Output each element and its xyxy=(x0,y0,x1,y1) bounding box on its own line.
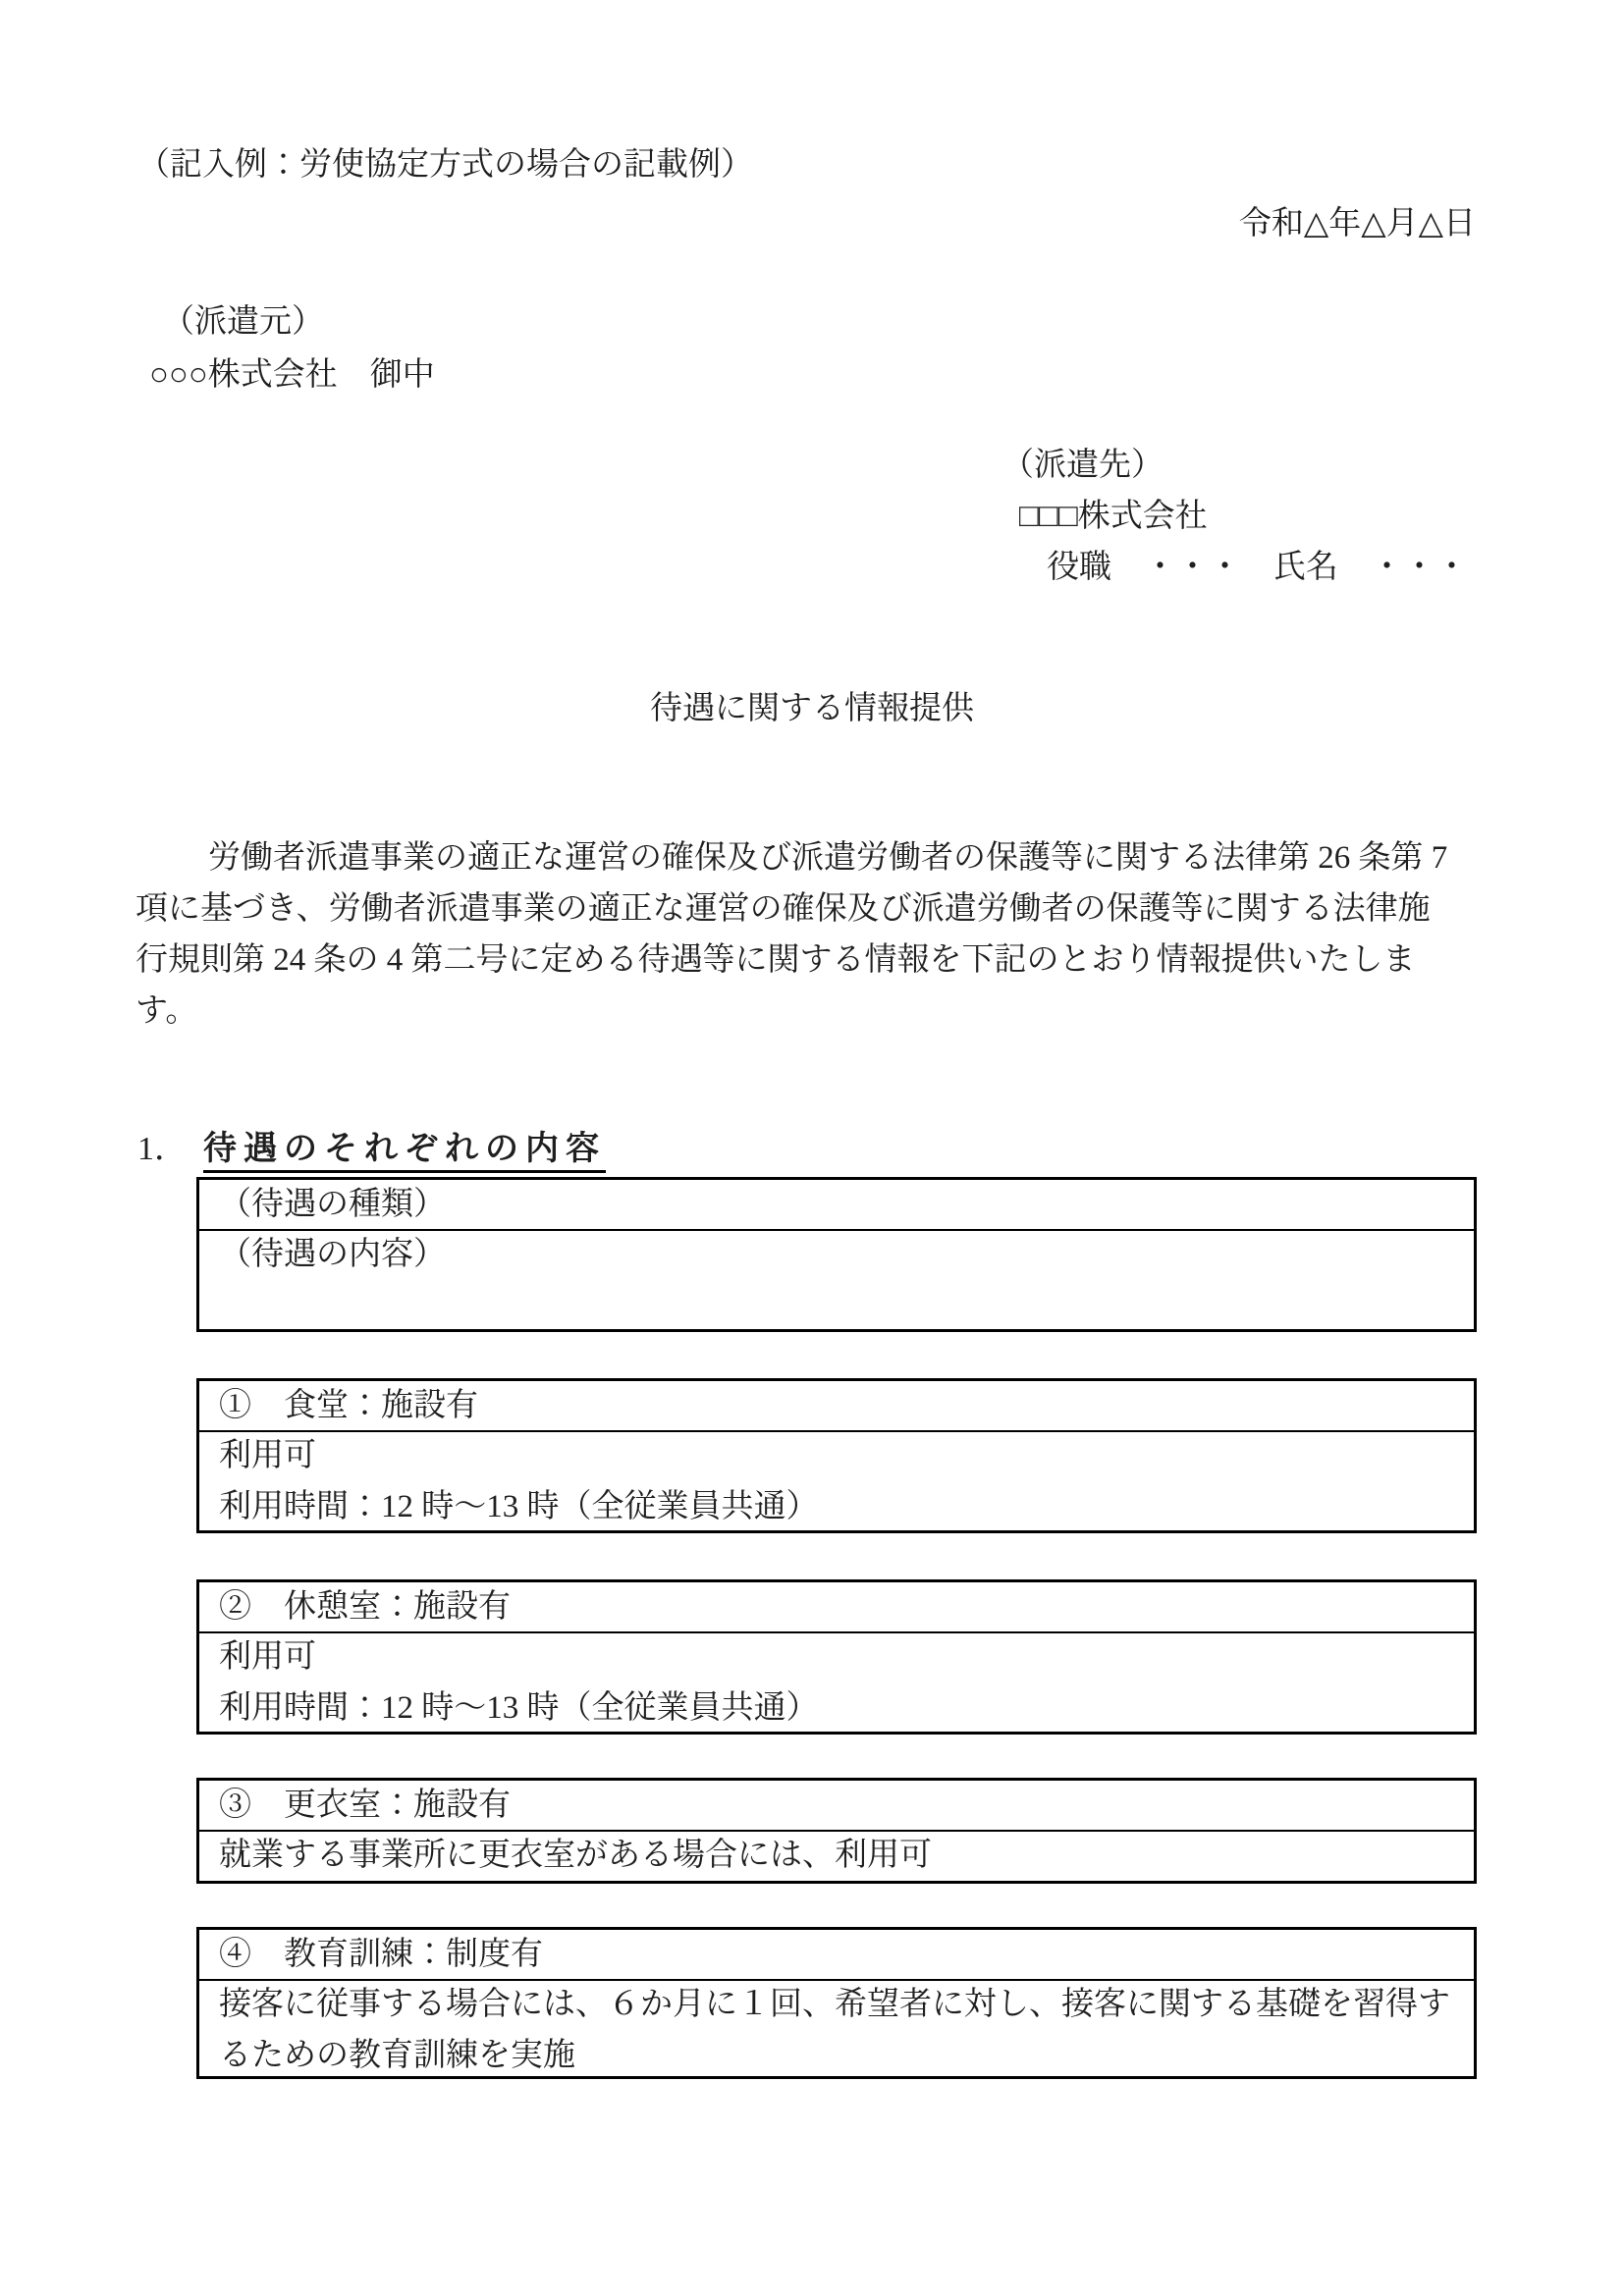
body-line: 項に基づき、労働者派遣事業の適正な運営の確保及び派遣労働者の保護等に関する法律施 xyxy=(135,891,1431,927)
section-1-number: 1． xyxy=(137,1131,188,1167)
table-body xyxy=(199,1231,1474,1329)
table-body-line: 利用可 xyxy=(219,1438,316,1473)
treatment-table-2-rest-room xyxy=(196,1579,1477,1735)
table-header-treatment-type: （待遇の種類） xyxy=(199,1180,1474,1231)
section-1-title: 待遇のそれぞれの内容 xyxy=(203,1131,606,1173)
recipient-label: （派遣先） xyxy=(1001,448,1164,483)
table-header-canteen: ① 食堂：施設有 xyxy=(199,1381,1474,1432)
table-body-line: 接客に従事する場合には、６か月に１回、希望者に対し、接客に関する基礎を習得す xyxy=(219,1987,1450,2022)
table-body-line: るための教育訓練を実施 xyxy=(219,2038,575,2073)
table-body xyxy=(199,1981,1474,2076)
recipient-role-and-name: 役職 ・・・ 氏名 ・・・ xyxy=(1047,550,1468,585)
treatment-template-table xyxy=(196,1177,1477,1332)
recipient-company-name: □□□株式会社 xyxy=(1019,499,1208,534)
document-title: 待遇に関する情報提供 xyxy=(650,691,974,726)
body-line: す。 xyxy=(135,993,198,1029)
table-body-line: （待遇の内容） xyxy=(219,1237,446,1272)
table-body-line: 就業する事業所に更衣室がある場合には、利用可 xyxy=(219,1838,932,1873)
table-body xyxy=(199,1633,1474,1732)
treatment-table-4-training xyxy=(196,1927,1477,2079)
table-body-line: 利用時間：12 時～13 時（全従業員共通） xyxy=(219,1690,819,1726)
sender-label: （派遣元） xyxy=(162,304,324,340)
sender-company-name: ○○○株式会社 御中 xyxy=(149,357,435,393)
table-body-line: 利用時間：12 時～13 時（全従業員共通） xyxy=(219,1489,819,1524)
document-date: 令和△年△月△日 xyxy=(1238,206,1476,241)
body-line: 労働者派遣事業の適正な運営の確保及び派遣労働者の保護等に関する法律第 26 条第 7 xyxy=(208,840,1448,876)
table-body xyxy=(199,1832,1474,1881)
table-body xyxy=(199,1432,1474,1530)
section-1-heading xyxy=(137,1133,606,1166)
table-header-rest-room: ② 休憩室：施設有 xyxy=(199,1582,1474,1633)
body-line: 行規則第 24 条の 4 第二号に定める待遇等に関する情報を下記のとおり情報提供いたしま xyxy=(135,942,1416,978)
entry-example-note: （記入例：労使協定方式の場合の記載例） xyxy=(137,147,753,183)
treatment-table-3-changing-room xyxy=(196,1778,1477,1884)
treatment-table-1-canteen xyxy=(196,1378,1477,1533)
table-header-training: ④ 教育訓練：制度有 xyxy=(199,1930,1474,1981)
table-body-line: 利用可 xyxy=(219,1639,316,1675)
body-paragraph xyxy=(135,842,1496,1046)
table-header-changing-room: ③ 更衣室：施設有 xyxy=(199,1781,1474,1832)
